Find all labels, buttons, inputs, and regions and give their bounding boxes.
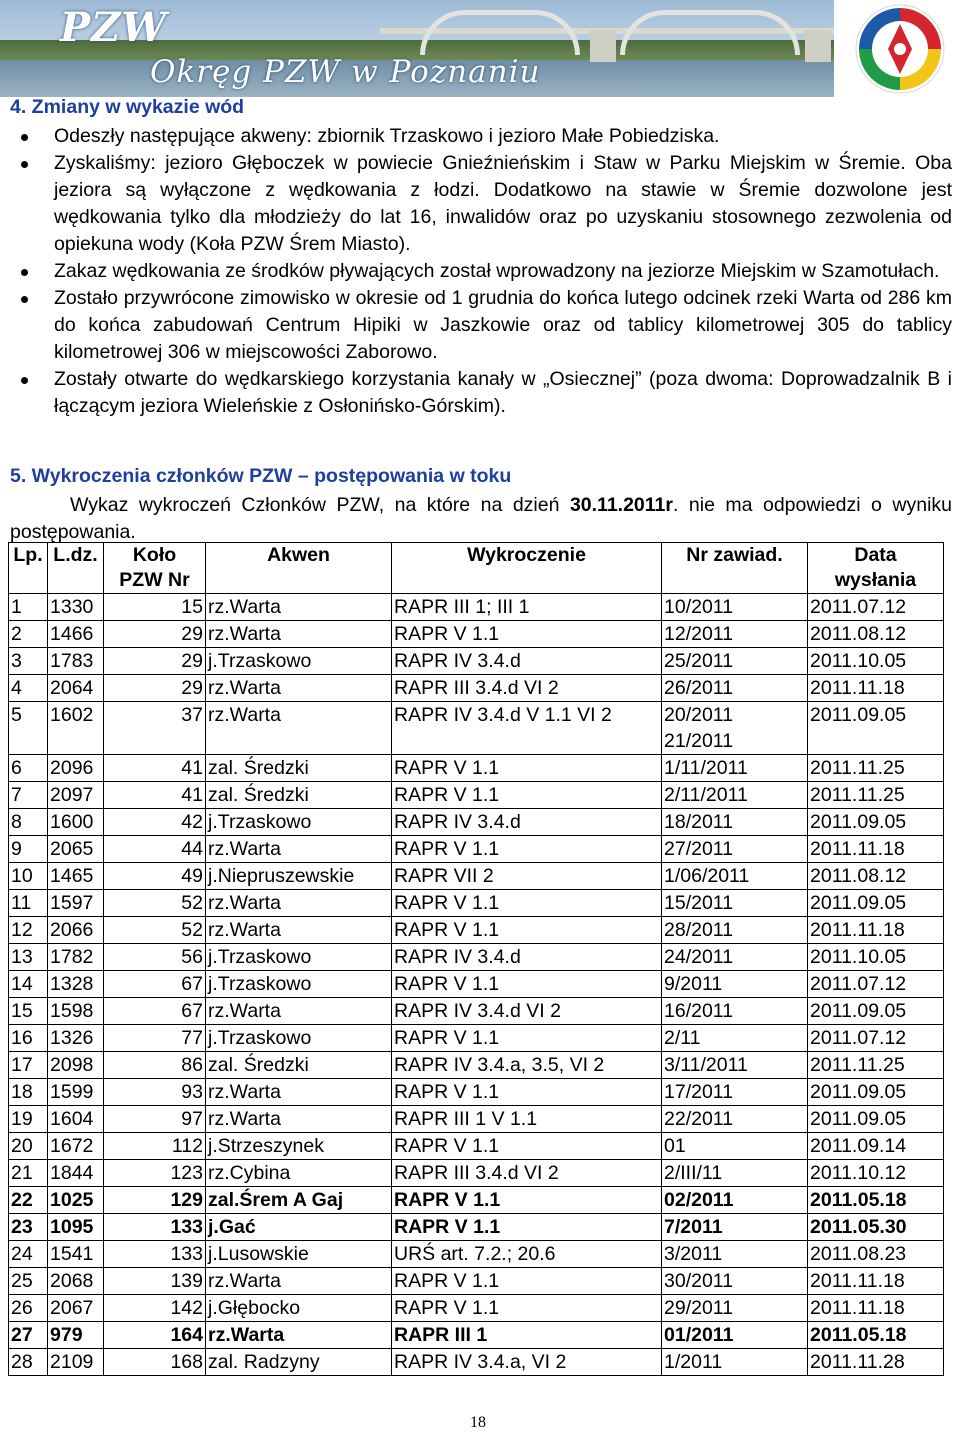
page-number: 18 [470,1414,486,1431]
table-cell-kolo: 15 [104,594,206,621]
table-cell-wykroczenie: RAPR VII 2 [392,863,662,890]
table-cell-ldz: 2109 [48,1349,104,1376]
column-header-wykroczenie: Wykroczenie [392,543,662,594]
table-row [9,1133,944,1160]
table-cell-data: 2011.11.18 [808,917,944,944]
table-row [9,1025,944,1052]
table-cell-kolo: 133 [104,1214,206,1241]
table-cell-lp: 25 [9,1268,48,1295]
table-cell-nr: 2/11 [662,1025,808,1052]
list-item-text: Zostało przywrócone zimowisko w okresie od 1 grudnia do końca lutego odcinek rzeki Warta od 286 km do końca zabudowań Centrum Hipiki w Jaszkowie oraz od tablicy kilometrowej 305 do tablicy kilometrowej 306 w miejscowości Zaborowo. [54,287,952,363]
table-cell-nr: 25/2011 [662,648,808,675]
table-row [9,1106,944,1133]
banner-title: Okręg PZW w Poznaniu [150,54,541,90]
table-cell-data: 2011.10.05 [808,648,944,675]
table-cell-ldz: 1598 [48,998,104,1025]
table-cell-ldz: 1330 [48,594,104,621]
table-cell-akwen: j.Trzaskowo [206,809,392,836]
table-cell-nr: 7/2011 [662,1214,808,1241]
table-cell-wykroczenie: RAPR V 1.1 [392,1025,662,1052]
table-cell-kolo: 112 [104,1133,206,1160]
table-cell-kolo: 41 [104,782,206,809]
table-cell-data: 2011.09.05 [808,1079,944,1106]
table-cell-nr: 15/2011 [662,890,808,917]
table-cell-lp: 3 [9,648,48,675]
table-cell-data: 2011.08.23 [808,1241,944,1268]
table-row [9,944,944,971]
table-cell-nr: 1/11/2011 [662,755,808,782]
table-cell-nr: 3/2011 [662,1241,808,1268]
table-cell-lp: 4 [9,675,48,702]
table-cell-nr: 12/2011 [662,621,808,648]
table-cell-wykroczenie: RAPR V 1.1 [392,971,662,998]
table-cell-ldz: 2064 [48,675,104,702]
table-cell-lp: 16 [9,1025,48,1052]
table-cell-wykroczenie: RAPR III 1 [392,1322,662,1349]
table-row [9,621,944,648]
table-cell-wykroczenie: RAPR V 1.1 [392,1079,662,1106]
table-cell-ldz: 2096 [48,755,104,782]
table-cell-lp: 10 [9,863,48,890]
table-cell-wykroczenie: RAPR V 1.1 [392,836,662,863]
table-cell-lp: 20 [9,1133,48,1160]
table-cell-wykroczenie: RAPR V 1.1 [392,890,662,917]
table-cell-nr: 29/2011 [662,1295,808,1322]
table-cell-data: 2011.07.12 [808,971,944,998]
table-row [9,836,944,863]
table-cell-kolo: 52 [104,917,206,944]
table-cell-nr: 26/2011 [662,675,808,702]
table-cell-ldz: 1599 [48,1079,104,1106]
table-row [9,1268,944,1295]
table-cell-akwen: zal. Średzki [206,782,392,809]
table-cell-lp: 28 [9,1349,48,1376]
table-cell-wykroczenie: RAPR III 1; III 1 [392,594,662,621]
table-cell-data: 2011.09.05 [808,1106,944,1133]
table-cell-ldz: 2066 [48,917,104,944]
table-cell-akwen: rz.Warta [206,917,392,944]
table-cell-lp: 1 [9,594,48,621]
table-cell-kolo: 86 [104,1052,206,1079]
list-item-text: Zyskaliśmy: jezioro Głęboczek w powiecie Gnieźnieńskim i Staw w Parku Miejskim w Śremie. Oba jeziora są wyłączone z wędkowania z łodzi. Dodatkowo na stawie w Śremie dozwolone jest wędkowania tylko dla młodzieży do lat 16, inwalidów oraz po uzyskaniu stosownego zezwolenia od opiekuna wody (Koła PZW Śrem Miasto). [54,152,952,255]
table-cell-lp: 17 [9,1052,48,1079]
table-cell-ldz: 1326 [48,1025,104,1052]
table-cell-akwen: rz.Warta [206,1322,392,1349]
table-cell-wykroczenie: RAPR IV 3.4.a, VI 2 [392,1349,662,1376]
list-item [0,123,960,150]
table-cell-kolo: 129 [104,1187,206,1214]
table-body [9,594,944,1376]
table-cell-nr: 02/2011 [662,1187,808,1214]
list-item-text: Zostały otwarte do wędkarskiego korzystania kanały w „Osiecznej” (poza dwoma: Doprowadzalnik B i łączącym jeziora Wieleńskie z Osłonińsko-Górskim). [54,368,952,417]
table-cell-akwen: rz.Warta [206,1079,392,1106]
table-cell-nr: 30/2011 [662,1268,808,1295]
column-header-data: Data wysłania [808,543,944,594]
table-cell-akwen: rz.Warta [206,836,392,863]
table-cell-lp: 8 [9,809,48,836]
table-cell-akwen: zal.Śrem A Gaj [206,1187,392,1214]
table-cell-lp: 27 [9,1322,48,1349]
table-cell-wykroczenie: RAPR IV 3.4.a, 3.5, VI 2 [392,1052,662,1079]
table-cell-akwen: rz.Warta [206,1268,392,1295]
table-cell-wykroczenie: RAPR III 1 V 1.1 [392,1106,662,1133]
table-row [9,782,944,809]
table-cell-kolo: 67 [104,998,206,1025]
table-cell-akwen: rz.Cybina [206,1160,392,1187]
table-row [9,809,944,836]
banner-bridge-pillar [590,30,616,62]
table-cell-ldz: 1597 [48,890,104,917]
table-cell-ldz: 1844 [48,1160,104,1187]
bullet-icon [21,269,28,276]
table-cell-lp: 22 [9,1187,48,1214]
table-cell-wykroczenie: RAPR V 1.1 [392,621,662,648]
table-cell-kolo: 97 [104,1106,206,1133]
list-item [0,285,960,366]
table-row [9,648,944,675]
table-cell-kolo: 56 [104,944,206,971]
table-row [9,755,944,782]
table-cell-lp: 5 [9,702,48,755]
table-cell-wykroczenie: RAPR V 1.1 [392,1268,662,1295]
table-cell-akwen: j.Trzaskowo [206,648,392,675]
table-cell-ldz: 1328 [48,971,104,998]
table-cell-lp: 26 [9,1295,48,1322]
table-cell-lp: 19 [9,1106,48,1133]
table-cell-akwen: j.Gać [206,1214,392,1241]
table-cell-data: 2011.09.14 [808,1133,944,1160]
intro-paragraph [10,492,952,546]
table-cell-data: 2011.05.30 [808,1214,944,1241]
table-cell-wykroczenie: RAPR IV 3.4.d V 1.1 VI 2 [392,702,662,755]
table-cell-lp: 24 [9,1241,48,1268]
table-cell-kolo: 29 [104,675,206,702]
table-row [9,675,944,702]
table-cell-ldz: 1602 [48,702,104,755]
table-cell-kolo: 168 [104,1349,206,1376]
table-cell-data: 2011.11.25 [808,782,944,809]
table-cell-akwen: j.Trzaskowo [206,971,392,998]
table-cell-ldz: 1604 [48,1106,104,1133]
table-cell-kolo: 52 [104,890,206,917]
column-header-akwen: Akwen [206,543,392,594]
table-cell-akwen: rz.Warta [206,621,392,648]
list-item [0,366,960,420]
table-row [9,890,944,917]
table-cell-data: 2011.05.18 [808,1322,944,1349]
table-row [9,1187,944,1214]
table-cell-nr: 2/III/11 [662,1160,808,1187]
table-cell-kolo: 49 [104,863,206,890]
table-cell-nr: 1/06/2011 [662,863,808,890]
list-item-text: Odeszły następujące akweny: zbiornik Trzaskowo i jezioro Małe Pobiedziska. [54,125,720,147]
table-cell-akwen: j.Niepruszewskie [206,863,392,890]
table-cell-nr: 16/2011 [662,998,808,1025]
table-cell-nr: 17/2011 [662,1079,808,1106]
bullet-icon [21,134,28,141]
table-cell-kolo: 164 [104,1322,206,1349]
table-cell-lp: 2 [9,621,48,648]
table-cell-wykroczenie: RAPR IV 3.4.d [392,944,662,971]
table-cell-wykroczenie: RAPR IV 3.4.d [392,648,662,675]
table-cell-wykroczenie: RAPR V 1.1 [392,1133,662,1160]
table-cell-wykroczenie: RAPR IV 3.4.d VI 2 [392,998,662,1025]
table-cell-kolo: 37 [104,702,206,755]
table-cell-data: 2011.05.18 [808,1187,944,1214]
table-cell-nr: 27/2011 [662,836,808,863]
table-cell-nr: 10/2011 [662,594,808,621]
table-cell-data: 2011.08.12 [808,863,944,890]
banner-bridge-arch [620,10,800,55]
table-cell-kolo: 29 [104,621,206,648]
table-cell-ldz: 2098 [48,1052,104,1079]
list-item [0,258,960,285]
table-cell-kolo: 42 [104,809,206,836]
table-cell-ldz: 1025 [48,1187,104,1214]
table-cell-data: 2011.11.25 [808,755,944,782]
table-cell-wykroczenie: RAPR V 1.1 [392,1187,662,1214]
table-cell-ldz: 1783 [48,648,104,675]
table-cell-akwen: rz.Warta [206,675,392,702]
table-cell-ldz: 2068 [48,1268,104,1295]
table-row [9,917,944,944]
table-cell-nr: 3/11/2011 [662,1052,808,1079]
table-cell-kolo: 44 [104,836,206,863]
column-header-ldz: L.dz. [48,543,104,594]
table-cell-lp: 18 [9,1079,48,1106]
table-cell-data: 2011.10.12 [808,1160,944,1187]
column-header-lp: Lp. [9,543,48,594]
district-emblem-icon [842,0,958,97]
table-cell-wykroczenie: RAPR V 1.1 [392,1295,662,1322]
table-cell-wykroczenie: RAPR III 3.4.d VI 2 [392,675,662,702]
table-cell-akwen: j.Strzeszynek [206,1133,392,1160]
table-row [9,998,944,1025]
table-cell-data: 2011.07.12 [808,594,944,621]
table-cell-akwen: rz.Warta [206,998,392,1025]
table-cell-ldz: 2067 [48,1295,104,1322]
table-row [9,1322,944,1349]
table-cell-nr: 1/2011 [662,1349,808,1376]
table-cell-nr: 9/2011 [662,971,808,998]
table-cell-kolo: 41 [104,755,206,782]
table-row [9,1160,944,1187]
table-cell-wykroczenie: RAPR V 1.1 [392,782,662,809]
table-cell-lp: 12 [9,917,48,944]
table-cell-lp: 23 [9,1214,48,1241]
table-cell-kolo: 133 [104,1241,206,1268]
column-header-kolo: Koło PZW Nr [104,543,206,594]
table-cell-kolo: 29 [104,648,206,675]
table-cell-nr: 28/2011 [662,917,808,944]
table-row [9,971,944,998]
table-cell-wykroczenie: RAPR V 1.1 [392,755,662,782]
table-cell-akwen: j.Trzaskowo [206,944,392,971]
table-row [9,702,944,755]
table-cell-kolo: 77 [104,1025,206,1052]
table-cell-data: 2011.09.05 [808,702,944,755]
table-cell-ldz: 2097 [48,782,104,809]
table-row [9,1052,944,1079]
banner-bridge-arch [420,10,580,55]
table-cell-ldz: 2065 [48,836,104,863]
table-cell-nr: 2/11/2011 [662,782,808,809]
table-cell-wykroczenie: RAPR V 1.1 [392,1214,662,1241]
table-cell-ldz: 1466 [48,621,104,648]
table-cell-nr: 22/2011 [662,1106,808,1133]
table-cell-lp: 11 [9,890,48,917]
table-cell-lp: 6 [9,755,48,782]
changes-list [0,123,960,420]
bullet-icon [21,296,28,303]
section-heading: 5. Wykroczenia członków PZW – postępowania w toku [10,465,512,487]
table-cell-data: 2011.08.12 [808,621,944,648]
table-cell-akwen: zal. Średzki [206,1052,392,1079]
table-cell-kolo: 67 [104,971,206,998]
table-cell-nr: 01/2011 [662,1322,808,1349]
table-cell-nr: 01 [662,1133,808,1160]
table-cell-akwen: rz.Warta [206,594,392,621]
list-item-text: Zakaz wędkowania ze środków pływających został wprowadzony na jeziorze Miejskim w Szamotułach. [54,260,940,282]
table-cell-data: 2011.11.28 [808,1349,944,1376]
table-row [9,1214,944,1241]
table-cell-data: 2011.11.18 [808,675,944,702]
table-cell-lp: 15 [9,998,48,1025]
table-cell-lp: 14 [9,971,48,998]
table-row [9,1241,944,1268]
table-cell-lp: 9 [9,836,48,863]
table-row [9,594,944,621]
table-cell-nr: 20/2011 21/2011 [662,702,808,755]
table-cell-data: 2011.09.05 [808,890,944,917]
table-row [9,863,944,890]
table-cell-nr: 24/2011 [662,944,808,971]
table-cell-lp: 21 [9,1160,48,1187]
table-cell-data: 2011.09.05 [808,809,944,836]
table-cell-data: 2011.09.05 [808,998,944,1025]
table-cell-akwen: j.Głębocko [206,1295,392,1322]
table-cell-akwen: j.Trzaskowo [206,1025,392,1052]
table-cell-akwen: j.Lusowskie [206,1241,392,1268]
table-cell-ldz: 1465 [48,863,104,890]
table-cell-lp: 7 [9,782,48,809]
table-cell-kolo: 142 [104,1295,206,1322]
intro-text: Wykaz wykroczeń Członków PZW, na które na dzień [70,494,570,516]
column-header-nr-zawiad: Nr zawiad. [662,543,808,594]
table-cell-data: 2011.10.05 [808,944,944,971]
table-cell-ldz: 1541 [48,1241,104,1268]
violations-table [8,542,944,1376]
table-cell-ldz: 1672 [48,1133,104,1160]
table-cell-nr: 18/2011 [662,809,808,836]
table-header-row [9,543,944,594]
section-heading: 4. Zmiany w wykazie wód [10,96,245,118]
table-row [9,1295,944,1322]
table-cell-data: 2011.11.25 [808,1052,944,1079]
bullet-icon [21,377,28,384]
list-item [0,150,960,258]
table-cell-data: 2011.11.18 [808,1268,944,1295]
table-row [9,1349,944,1376]
pzw-logo: PZW [60,4,168,51]
table-cell-ldz: 1095 [48,1214,104,1241]
table-cell-lp: 13 [9,944,48,971]
table-cell-wykroczenie: URŚ art. 7.2.; 20.6 [392,1241,662,1268]
bullet-icon [21,161,28,168]
table-cell-data: 2011.11.18 [808,1295,944,1322]
intro-date: 30.11.2011r [569,494,673,516]
table-cell-data: 2011.07.12 [808,1025,944,1052]
intro-text: . nie ma odpowiedzi o wyniku postępowania. [10,494,952,543]
table-cell-data: 2011.11.18 [808,836,944,863]
table-cell-akwen: rz.Warta [206,702,392,755]
table-cell-akwen: zal. Radzyny [206,1349,392,1376]
table-cell-akwen: rz.Warta [206,890,392,917]
table-cell-ldz: 1600 [48,809,104,836]
table-cell-kolo: 139 [104,1268,206,1295]
table-cell-akwen: zal. Średzki [206,755,392,782]
table-cell-wykroczenie: RAPR III 3.4.d VI 2 [392,1160,662,1187]
banner-bridge-pillar [805,30,831,62]
table-cell-akwen: rz.Warta [206,1106,392,1133]
table-cell-ldz: 1782 [48,944,104,971]
table-cell-wykroczenie: RAPR V 1.1 [392,917,662,944]
table-cell-wykroczenie: RAPR IV 3.4.d [392,809,662,836]
header-banner [0,0,834,97]
table-row [9,1079,944,1106]
table-cell-ldz: 979 [48,1322,104,1349]
table-cell-kolo: 93 [104,1079,206,1106]
table-cell-kolo: 123 [104,1160,206,1187]
